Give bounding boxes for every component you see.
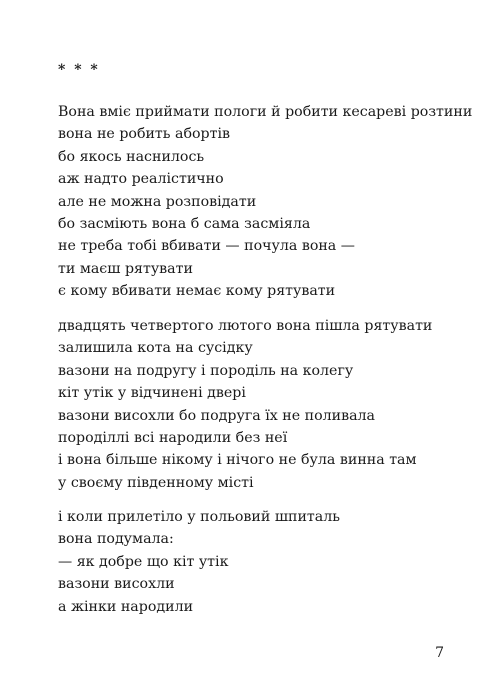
- poem-line: Вона вміє приймати пологи й робити кесареві розтини: [58, 104, 473, 120]
- poem-line: у своєму південному місті: [58, 474, 254, 491]
- poem-stanza-2: [58, 315, 432, 494]
- poem-line: залишила кота на сусідку: [58, 340, 253, 357]
- poem-line: і коли прилетіло у польовий шпиталь: [58, 509, 340, 525]
- poem-line: вазони висохли: [58, 576, 175, 593]
- poem-line: бо засміють вона б сама засміяла: [58, 216, 311, 233]
- poem-line: і вона більше нікому і нічого не була винна там: [58, 452, 417, 469]
- poem-line: — як добре що кіт утік: [58, 553, 229, 570]
- poem-line: але не можна розповідати: [58, 193, 257, 210]
- poem-line: породіллі всі народили без неї: [58, 430, 288, 447]
- poem-line: кіт утік у відчинені двері: [58, 385, 246, 402]
- poem-line: вазони на подругу і породіль на колегу: [58, 362, 354, 379]
- poem-line: а жінки народили: [58, 598, 194, 615]
- poem-line: не треба тобі вбивати — почула вона —: [58, 238, 355, 255]
- poem-line: бо якось наснилось: [58, 148, 205, 165]
- poem-line: вазони висохли бо подруга їх не поливала: [58, 407, 376, 424]
- poem-line: двадцять четвертого лютого вона пішла рятувати: [58, 318, 433, 334]
- poem-line: є кому вбивати немає кому рятувати: [58, 283, 336, 300]
- poem-line: аж надто реалістично: [58, 171, 224, 188]
- poem-line: вона подумала:: [58, 531, 174, 548]
- poem-stanza-3: [58, 506, 340, 618]
- section-separator: * * *: [58, 62, 100, 78]
- poem-line: ти маєш рятувати: [58, 260, 193, 277]
- page-number: 7: [435, 645, 444, 661]
- poem-line: вона не робить абортів: [58, 126, 231, 143]
- poem-stanza-1: [58, 101, 472, 303]
